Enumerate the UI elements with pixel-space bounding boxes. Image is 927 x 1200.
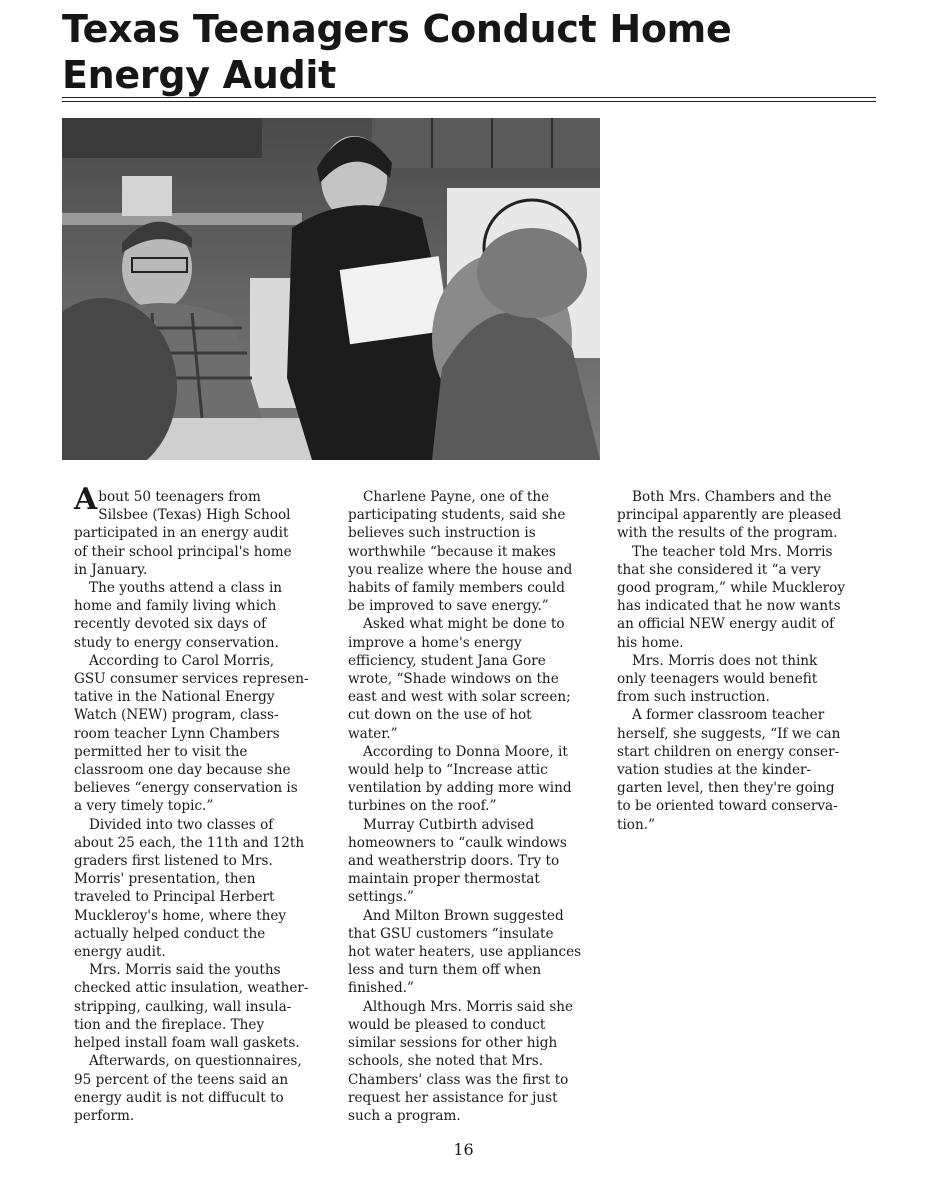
classroom-photo-icon	[62, 118, 600, 460]
paragraph: The youths attend a class in home and family living which recently devoted six days of study to energy conservation.	[74, 580, 283, 651]
paragraph: The teacher told Mrs. Morris that she considered it “a very good program,” while Muckleroy has indicated that he now wants an official NEW energy audit of his home.	[617, 543, 845, 651]
paragraph: Charlene Payne, one of the participating students, said she believes such instruction is worthwhile “because it makes you realize where the house and habits of family members could be improved to save energy.”	[348, 489, 573, 615]
paragraph-text: bout 50 teenagers from Silsbee (Texas) High School participated in an energy audit of their school principal's home in January.	[74, 489, 292, 578]
headline-rule-bottom	[62, 101, 876, 102]
paragraph: Asked what might be done to improve a home's energy efficiency, student Jana Gore wrote, “Shade windows on the east and west with solar screen; cut down on the use of hot water.”	[348, 616, 571, 742]
paragraph: Divided into two classes of about 25 each, the 11th and 12th graders first listened to Mrs. Morris' presentation, then traveled to Principal Herbert Muckleroy's home, where they actually helped conduct the energy audit.	[74, 816, 305, 961]
paragraph	[74, 482, 318, 579]
headline-rule-top	[62, 97, 876, 98]
paragraph: Mrs. Morris does not think only teenagers would benefit from such instruction.	[617, 652, 818, 706]
paragraph: Murray Cutbirth advised homeowners to “caulk windows and weatherstrip doors. Try to maintain proper thermostat settings.”	[348, 816, 567, 906]
classroom-photo	[62, 118, 600, 460]
paragraph: Although Mrs. Morris said she would be pleased to conduct similar sessions for other high schools, she noted that Mrs. Chambers' class was the first to request her assistance for just such a program.	[348, 998, 574, 1124]
paragraph: A former classroom teacher herself, she suggests, “If we can start children on energy conser- vation studies at the kinder- garten level, then they're going to be oriented toward conserva- tion.”	[617, 707, 841, 833]
article-column-3	[617, 488, 861, 834]
page-number: 16	[453, 1140, 474, 1159]
article-column-1	[74, 482, 318, 1125]
paragraph: Afterwards, on questionnaires, 95 percent of the teens said an energy audit is not diffucult to perform.	[74, 1053, 302, 1124]
paragraph: And Milton Brown suggested that GSU customers “insulate hot water heaters, use appliances less and turn them off when finished.”	[348, 907, 582, 997]
paragraph: According to Donna Moore, it would help to “Increase attic ventilation by adding more wind turbines on the roof.”	[348, 743, 572, 815]
paragraph: According to Carol Morris, GSU consumer services represen- tative in the National Energy Watch (NEW) program, class- room teacher Lynn Chambers permitted her to visit the classroom one day because she believes “energy conservation is a very timely topic.”	[74, 652, 309, 815]
article-column-2	[348, 488, 592, 1125]
drop-cap: A	[74, 482, 98, 517]
paragraph: Mrs. Morris said the youths checked attic insulation, weather- stripping, caulking, wall insula- tion and the fireplace. They helped install foam wall gaskets.	[74, 962, 309, 1052]
article-headline: Texas Teenagers Conduct Home Energy Audit	[62, 7, 732, 97]
paragraph: Both Mrs. Chambers and the principal apparently are pleased with the results of the program.	[617, 489, 842, 542]
